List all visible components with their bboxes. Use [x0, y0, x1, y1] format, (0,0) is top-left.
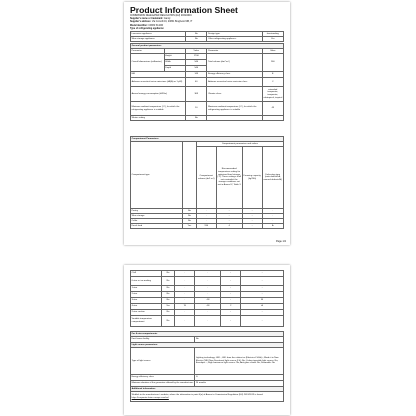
table-cell: -	[196, 209, 216, 214]
table-cell: 145	[186, 72, 207, 78]
table-cell: E	[262, 72, 283, 78]
table-cell: Design type:	[207, 32, 262, 37]
supplier-name-line: Supplier's name or trademark: Candy	[130, 18, 171, 21]
table-cell: Freezing capacity (kg/24h)	[242, 147, 262, 209]
table-row	[131, 78, 284, 87]
table-cell: Chill	[131, 271, 162, 277]
table-cell: -	[196, 214, 216, 219]
dimensions-label: Overall dimensions (millimetre)	[131, 54, 165, 72]
table-cell: Parameter	[131, 49, 165, 54]
table-cell: -	[241, 277, 284, 286]
table-cell: 540	[186, 60, 207, 66]
table-cell: -	[241, 271, 284, 277]
table-row	[131, 392, 284, 402]
table-cell: Defrosting type (auto-defrost=A, manual defrost=M)	[262, 147, 283, 209]
table-cell: -	[195, 277, 221, 286]
table-cell: Value	[262, 49, 283, 54]
table-cell: 4-star	[131, 304, 162, 310]
table-cell: 540	[186, 66, 207, 72]
compartment-type-header: Compartment type	[131, 142, 183, 209]
table-cell: Minimum ambient temperature (°C), for which the refrigerating appliance is suitable	[131, 102, 186, 116]
table-cell: -	[175, 310, 195, 316]
table-cell: Type of light source	[131, 348, 195, 375]
four-star-heading: For 4-star compartments	[131, 332, 284, 337]
table-cell: -	[216, 209, 242, 214]
light-type-value: Lighting technology: LED ; LED from the cabinet or (Electrical: 50Hz) ; Made it in Non-Electric (SIE) Non-Directional light source (LS): No; Colour-tuneable light source: No; Envelope: -; High luminance light source: No; Anti-glare shield: No; Dimmable: No	[195, 348, 284, 375]
type-label: Type of refrigerating appliance:	[130, 27, 165, 30]
table-cell: 10	[186, 102, 207, 116]
table-row	[131, 316, 284, 327]
table-cell: No	[186, 37, 207, 42]
table-cell: -	[221, 310, 241, 316]
table-cell: -18	[195, 298, 221, 304]
table-cell: Yes	[161, 304, 175, 310]
table-cell: Airborne acoustical noise emissions (dB(A) re 1 pW)	[131, 78, 186, 87]
table-cell: Energy efficiency class	[207, 72, 262, 78]
table-cell: No	[183, 214, 197, 219]
table-cell: -	[195, 310, 221, 316]
page-number: Page 1/2	[275, 240, 286, 243]
sheet-title: Product Information Sheet	[130, 5, 238, 15]
document-page-2	[124, 265, 290, 415]
guarantee-label: Minimum duration of the guarantee offered by the manufacturer:	[131, 381, 195, 387]
model-line: Model identifier: CMDS 5142W	[130, 24, 164, 27]
table-cell: No	[186, 116, 207, 121]
table-cell: No	[161, 316, 175, 327]
table-cell: No	[161, 271, 175, 277]
table-cell: Pantry	[131, 209, 183, 214]
table-row	[131, 37, 284, 42]
table-cell: Width	[164, 60, 185, 66]
supplier-address-line: Supplier's address: Via Comolli 16, 20861 Brugherio MB, IT	[130, 21, 193, 24]
table-cell: C	[262, 78, 283, 87]
regulation-text: COMMISSION DELEGATED REGULATION (EU) 2019/2016	[130, 15, 192, 17]
table-cell: G	[195, 375, 284, 381]
table-cell: -	[241, 286, 284, 292]
table-cell: -	[175, 298, 195, 304]
guarantee-value: 24 months	[195, 381, 284, 387]
table-cell: -	[242, 224, 262, 229]
table-cell: M	[241, 298, 284, 304]
table-cell: Compartment volume (dm³ or l)	[196, 147, 216, 209]
table-cell: 70	[175, 304, 195, 310]
table-cell: 2-star section	[131, 310, 162, 316]
table-cell	[183, 142, 197, 209]
table-cell: 1700	[186, 54, 207, 60]
table-cell: No	[183, 209, 197, 214]
compartment-heading: Compartment Parameters:	[131, 137, 284, 142]
table-cell: -	[221, 271, 241, 277]
table-cell: -	[221, 286, 241, 292]
table-cell: Winter setting	[131, 116, 186, 121]
table-cell: -	[221, 277, 241, 286]
table-row	[131, 224, 284, 229]
table-cell: Fast freeze facility	[131, 337, 195, 343]
table-cell: -	[195, 292, 221, 298]
light-source-heading: Light source parameters:	[131, 343, 284, 348]
weblink-url[interactable]: https://corporate.haier-europe.com/en/	[131, 396, 169, 399]
table-cell: No	[195, 337, 284, 343]
table-cell: Energy efficiency class	[131, 375, 195, 381]
table-cell: -	[175, 292, 195, 298]
table-cell: No	[161, 292, 175, 298]
table-cell	[262, 116, 283, 121]
table-cell: No	[161, 277, 175, 286]
table-cell: Fresh food	[131, 224, 183, 229]
table-cell: -	[175, 316, 195, 327]
table-cell: -	[221, 316, 241, 327]
table-cell: freestanding	[262, 32, 283, 37]
table-cell: -	[221, 298, 241, 304]
compartment-table	[130, 136, 284, 229]
general-params-heading: General product parameters:	[131, 44, 284, 49]
table-cell: Cellar	[131, 219, 183, 224]
table-cell: Height	[164, 54, 185, 60]
table-cell: 2-star	[131, 292, 162, 298]
table-cell: EEI	[131, 72, 186, 78]
table-cell: -18	[195, 304, 221, 310]
compartment-params-header: Compartment parameters and values	[196, 142, 283, 147]
table-cell: Variable temperature compartment	[131, 316, 162, 327]
table-cell: 1-star	[131, 286, 162, 292]
table-cell: -	[262, 219, 283, 224]
additional-info-heading: Additional information:	[131, 387, 284, 392]
table-cell	[207, 116, 262, 121]
table-cell: Annual energy consumption (kWh/a)	[131, 87, 186, 102]
table-cell: No	[161, 286, 175, 292]
table-cell: No	[186, 32, 207, 37]
weblink-text: Weblink to the manufacturer's website, where the information in point 4(a) of Annex to Commission Regulation (EU) 2019/2019 is found: https://corporate.haier-europe.com/en/	[131, 392, 284, 402]
table-cell: -	[241, 316, 284, 327]
table-cell: 0-star or ice-making	[131, 277, 162, 286]
table-row	[131, 348, 284, 375]
table-row	[131, 87, 284, 102]
table-cell: Yes	[262, 37, 283, 42]
table-cell: Parameter	[207, 49, 262, 54]
total-volume-label: Total volume (dm³ or l)	[207, 54, 262, 72]
table-cell: No	[161, 298, 175, 304]
table-cell: Airborne acoustical noise emission class	[207, 78, 262, 87]
table-cell: -	[175, 286, 195, 292]
table-cell: Recommended temperature setting for optimised food storage (°C) These settings shall not contradict the storage conditions set out in Annex IV, Table 3	[216, 147, 242, 209]
table-cell: Low-noise appliance:	[131, 32, 186, 37]
table-cell: -	[195, 271, 221, 277]
table-cell: A	[262, 224, 283, 229]
table-cell: No	[183, 219, 197, 224]
table-cell: -	[196, 219, 216, 224]
table-cell: A	[241, 304, 284, 310]
table-row	[131, 277, 284, 286]
table-cell: -	[216, 219, 242, 224]
table-cell: -	[221, 292, 241, 298]
table-cell: 190	[196, 224, 216, 229]
additional-info-table	[130, 331, 284, 402]
general-parameters-table	[130, 43, 284, 121]
table-cell: No	[161, 310, 175, 316]
table-cell: Depth	[164, 66, 185, 72]
table-cell: -	[242, 219, 262, 224]
table-cell: 2	[221, 304, 241, 310]
total-volume-value: 260	[262, 54, 283, 72]
table-cell: Other refrigerating appliance:	[207, 37, 262, 42]
table-cell: -	[175, 277, 195, 286]
table-cell: -	[195, 316, 221, 327]
table-cell: -	[241, 292, 284, 298]
table-cell: 363	[186, 87, 207, 102]
table-cell: -	[241, 310, 284, 316]
table-cell: Climate class:	[207, 87, 262, 102]
table-cell: -	[216, 214, 242, 219]
table-cell: Maximum ambient temperature (°C), for which the refrigerating appliance is suitable	[207, 102, 262, 116]
document-page-1	[124, 2, 290, 245]
compartment-table-continued	[130, 270, 284, 327]
table-cell: Wine storage	[131, 214, 183, 219]
table-cell: extended temperate, temperate, subtropical, tropical	[262, 87, 283, 102]
table-row	[131, 102, 284, 116]
table-cell: 3-star	[131, 298, 162, 304]
table-cell: -	[262, 214, 283, 219]
table-cell: 40	[186, 78, 207, 87]
table-cell: -	[242, 214, 262, 219]
table-cell: -	[195, 286, 221, 292]
table-cell: 43	[262, 102, 283, 116]
table-cell: -	[175, 271, 195, 277]
table-cell: Value	[186, 49, 207, 54]
appliance-type-table	[130, 31, 284, 42]
table-cell: -	[262, 209, 283, 214]
table-row	[131, 54, 284, 60]
table-row	[131, 116, 284, 121]
table-cell: 4	[216, 224, 242, 229]
table-cell: Wine storage appliance:	[131, 37, 186, 42]
table-cell: Yes	[183, 224, 197, 229]
table-cell: -	[242, 209, 262, 214]
